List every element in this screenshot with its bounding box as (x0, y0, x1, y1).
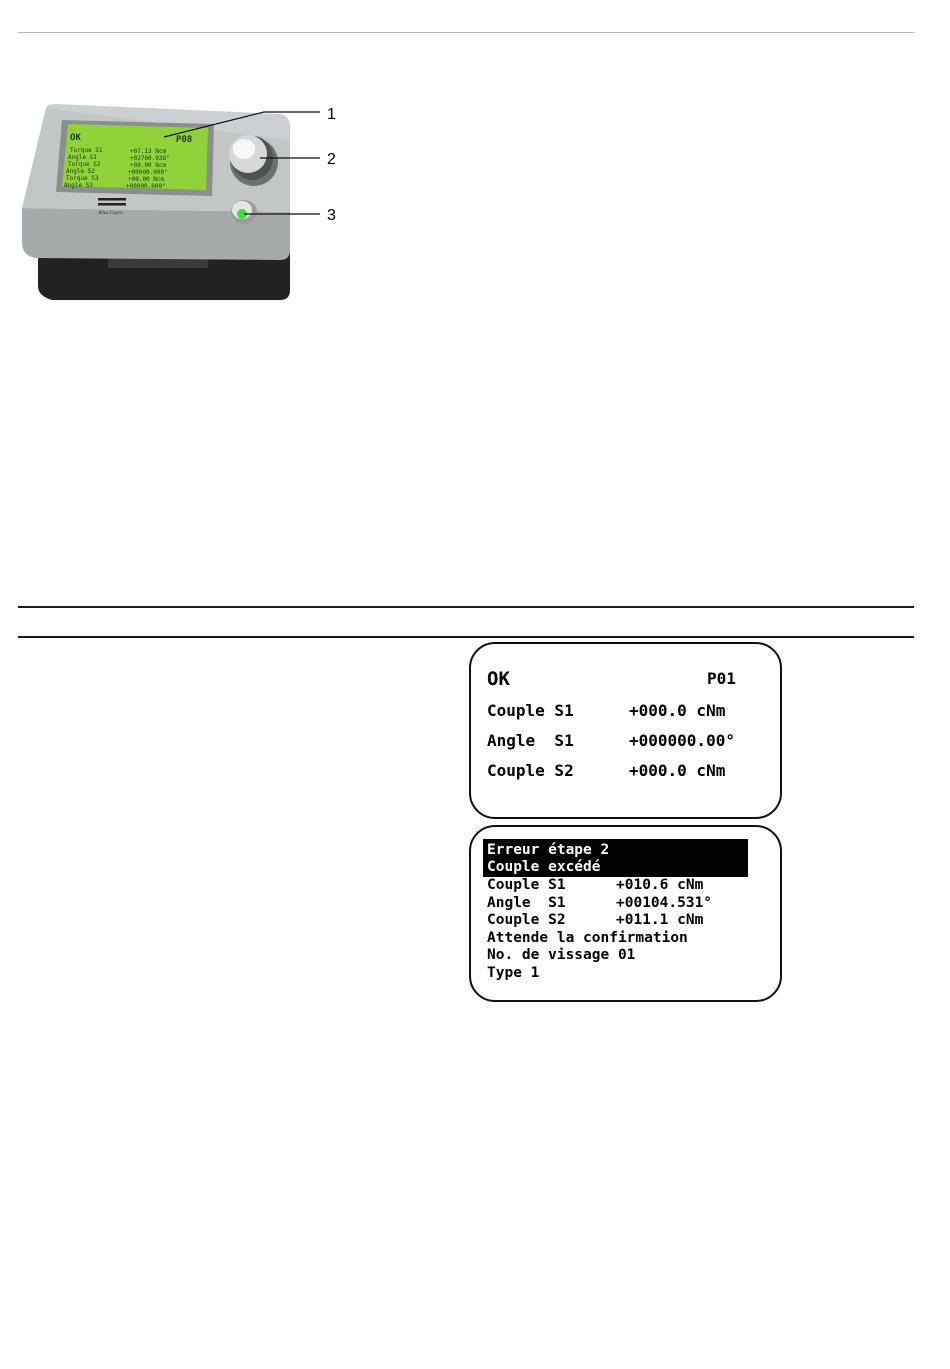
lcd-row-label: Angle S1 (68, 154, 97, 161)
lcd-row-value: +00.00 Ncm (128, 176, 165, 183)
display-row-label: Angle S1 (487, 895, 566, 911)
display-row-label: Couple S1 (487, 701, 574, 720)
display-row-value: +00104.531° (616, 895, 713, 911)
display-row-label: Couple S2 (487, 761, 574, 780)
callout-label-1: 1 (327, 106, 336, 123)
table-header-divider-bottom (18, 636, 914, 638)
rundown-number-text: No. de vissage 01 (487, 947, 636, 963)
display-row-label: Angle S1 (487, 731, 574, 750)
display-row-value: +011.1 cNm (616, 912, 704, 928)
display-row-value: +010.6 cNm (616, 877, 704, 893)
display-screen-ok (469, 642, 782, 819)
display-program: P01 (707, 669, 736, 688)
callout-label-3: 3 (327, 207, 336, 224)
lcd-row-value: +07.13 Ncm (130, 148, 167, 155)
lcd-row-label: Torque S2 (68, 161, 101, 168)
top-divider (18, 32, 914, 33)
error-step-text: Erreur étape 2 (487, 842, 610, 858)
display-row-value: +000.0 cNm (629, 701, 726, 720)
svg-text:Atlas Copco: Atlas Copco (98, 211, 123, 216)
lcd-row-label: Angle S3 (64, 182, 93, 189)
display-row-label: Couple S2 (487, 912, 566, 928)
confirm-wait-text: Attende la confirmation (487, 930, 688, 946)
lcd-row-label: Torque S3 (66, 175, 99, 182)
display-row-value: +000000.00° (629, 731, 735, 750)
display-status: OK (487, 668, 510, 690)
controller-device-illustration (18, 100, 358, 310)
lcd-row-value: +00000.000° (126, 183, 166, 190)
lcd-row-label: Angle S2 (66, 168, 95, 175)
type-text: Type 1 (487, 965, 540, 981)
display-row-label: Couple S1 (487, 877, 566, 893)
display-screen-error (469, 825, 782, 1002)
lcd-program: P08 (175, 135, 193, 145)
error-reason-text: Couple excédé (487, 859, 601, 875)
lcd-row-label: Torque S1 (70, 147, 103, 154)
lcd-row-value: +00.00 Ncm (130, 162, 167, 169)
status-led-button (231, 200, 257, 224)
display-row-value: +000.0 cNm (629, 761, 726, 780)
callout-label-2: 2 (327, 151, 336, 168)
lcd-status: OK (69, 133, 82, 143)
lcd-row-value: +02760.938° (130, 155, 170, 162)
table-header-divider-top (18, 606, 914, 608)
lcd-row-value: +00000.000° (128, 169, 168, 176)
